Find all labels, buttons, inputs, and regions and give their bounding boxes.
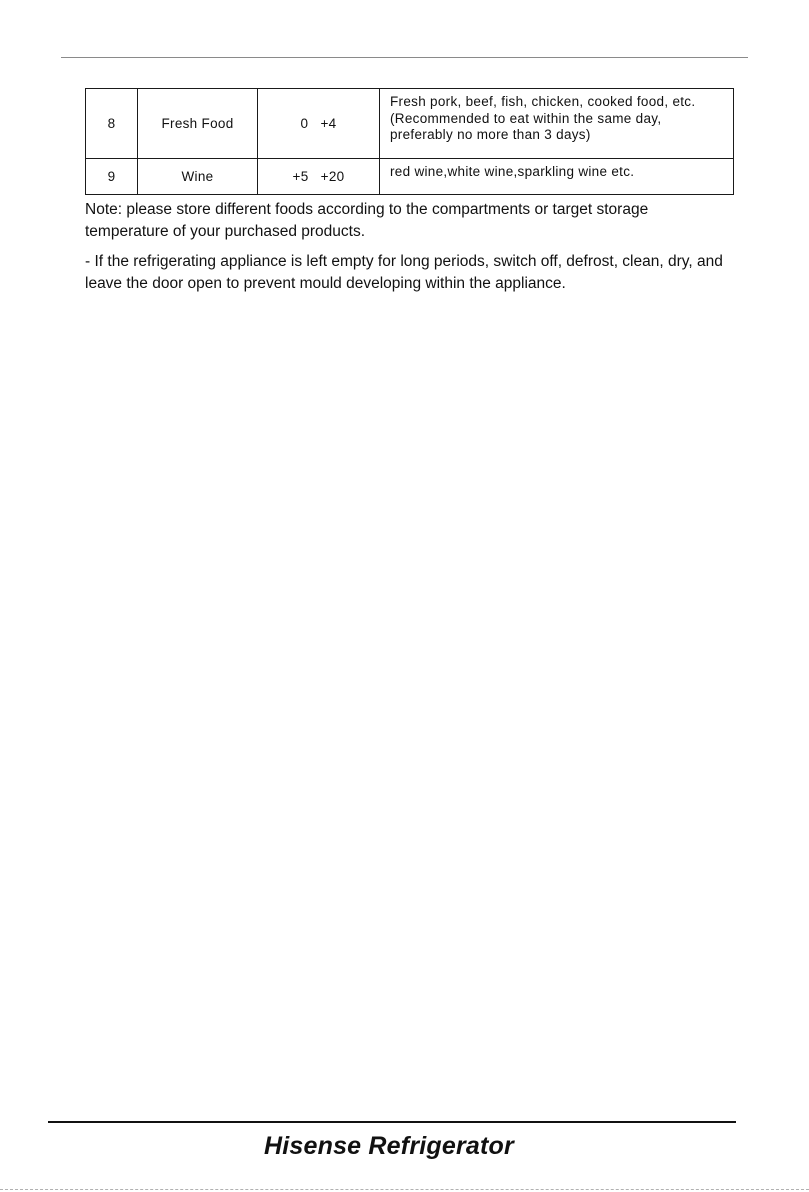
storage-note: Note: please store different foods according to the compartments or target storage temperature of your purchased products. xyxy=(85,201,649,240)
compartment-name: Wine xyxy=(138,159,258,195)
footer-rule xyxy=(48,1121,736,1123)
empty-appliance-note: - If the refrigerating appliance is left empty for long periods, switch off, defrost, clean, dry, and leave the door open to prevent mould developing within the appliance. xyxy=(85,253,723,292)
row-number: 9 xyxy=(86,159,138,195)
food-storage-table xyxy=(85,88,734,195)
brand-footer: Hisense Refrigerator xyxy=(264,1132,514,1160)
temperature-range: 0 +4 xyxy=(258,89,380,159)
description-line: red wine,white wine,sparkling wine etc. xyxy=(390,164,635,179)
table-row xyxy=(86,159,734,195)
food-description xyxy=(380,89,734,159)
description-line: (Recommended to eat within the same day, xyxy=(390,110,662,126)
description-line: preferably no more than 3 days) xyxy=(390,127,591,142)
food-description xyxy=(380,159,734,195)
table-row xyxy=(86,89,734,159)
row-number: 8 xyxy=(86,89,138,159)
compartment-name: Fresh Food xyxy=(138,89,258,159)
temperature-range: +5 +20 xyxy=(258,159,380,195)
page-edge-divider xyxy=(0,1189,809,1190)
notes-section xyxy=(85,199,735,303)
header-rule xyxy=(61,57,748,58)
description-line: Fresh pork, beef, fish, chicken, cooked food, etc. xyxy=(390,94,696,109)
